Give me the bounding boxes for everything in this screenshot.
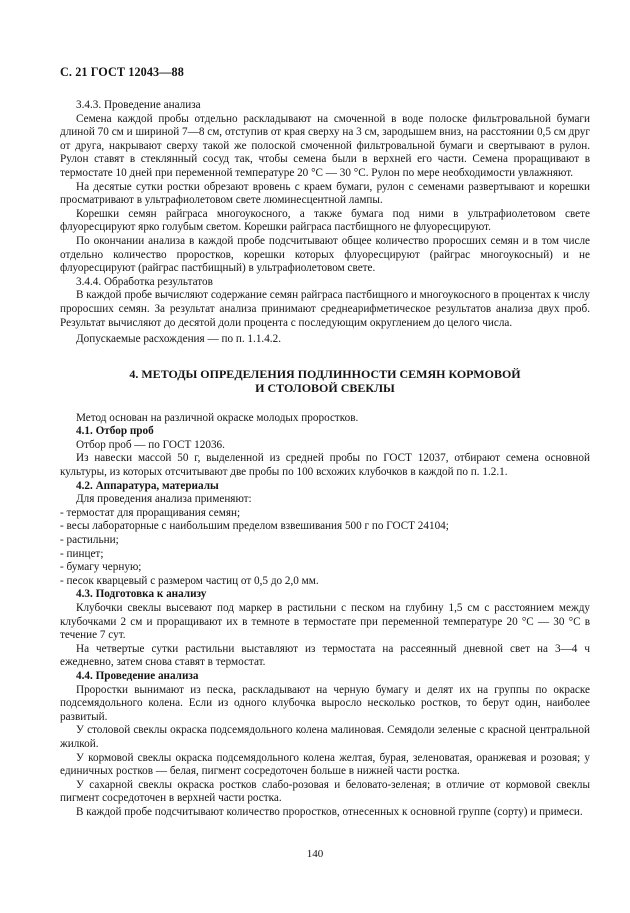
list-item: - весы лабораторные с наибольшим пределом взвешивания 500 г по ГОСТ 24104;	[60, 520, 449, 533]
subsection-title-3-4-4: 3.4.4. Обработка результатов	[76, 275, 213, 288]
paragraph: Корешки семян райграса многоукосного, а также бумага под ними в ультрафиолетовом свете флуоресцируют ярко голубым светом. Корешки райграса пастбищного не флуоресцируют.	[60, 207, 590, 234]
paragraph: Семена каждой пробы отдельно раскладывают на смоченной в воде полоске фильтровальной бумаги длиной 70 см и шириной 7—8 см, отступив от края сверху на 3 см, зародышем вниз, на расстоянии 0,5 см друг от друга, накрывают сверху такой же полоской смоченной фильтровальной бумаги и свертывают в рулон. Рулон ставят в стеклянный сосуд так, чтобы семена были в верхней его части. Семена проращивают в термостате 10 дней при переменной температуре 20 °С — 30 °С. Рулон по мере необходимости увлажняют.	[60, 112, 590, 179]
paragraph: У сахарной свеклы окраска ростков слабо-розовая и беловато-зеленая; в отличие от кормовой свеклы пигмент сосредоточен в верхней части ростка.	[60, 778, 590, 805]
paragraph: Допускаемые расхождения — по п. 1.1.4.2.	[76, 333, 281, 346]
subsection-title-4-2: 4.2. Аппаратура, материалы	[76, 479, 219, 492]
section-title-line: И СТОЛОВОЙ СВЕКЛЫ	[255, 380, 395, 395]
paragraph: У кормовой свеклы окраска подсемядольного колена желтая, бурая, зеленоватая, оранжевая и розовая; у единичных ростков — белая, пигмент сосредоточен больше в нижней части ростка.	[60, 751, 590, 778]
list-item: - бумагу черную;	[60, 561, 142, 574]
subsection-title-4-3: 4.3. Подготовка к анализу	[76, 588, 207, 601]
paragraph: Для проведения анализа применяют:	[76, 493, 252, 506]
subsection-title-4-1: 4.1. Отбор проб	[76, 425, 154, 438]
document-body	[60, 99, 590, 820]
paragraph: На десятые сутки ростки обрезают вровень с краем бумаги, рулон с семенами развертывают и корешки просматривают в ультрафиолетовом свете люминесцентной лампы.	[60, 180, 590, 207]
page-number: 140	[306, 848, 324, 860]
section-title-4	[60, 367, 590, 395]
paragraph: В каждой пробе вычисляют содержание семян райграса пастбищного и многоукосного в процентах к числу проросших семян. За результат анализа принимают среднеарифметическое результатов анализа двух проб. Результат вычисляют до десятой доли процента с последующим округлением до целого числа.	[60, 289, 590, 329]
list-item: - растильни;	[60, 534, 119, 547]
paragraph: Клубочки свеклы высевают под маркер в растильни с песком на глубину 1,5 см с расстоянием между клубочками 2 см и проращивают их в темноте в термостате при переменной температуре 20 °С — 30 °С в течение 7 сут.	[60, 602, 590, 642]
paragraph: В каждой пробе подсчитывают количество проростков, отнесенных к основной группе (сорту) и примеси.	[76, 805, 583, 818]
list-item: - пинцет;	[60, 547, 104, 560]
page-header: С. 21 ГОСТ 12043—88	[60, 65, 184, 79]
paragraph: Отбор проб — по ГОСТ 12036.	[76, 438, 225, 451]
list-item: - песок кварцевый с размером частиц от 0,5 до 2,0 мм.	[60, 574, 319, 587]
paragraph: Метод основан на различной окраске молодых проростков.	[76, 411, 359, 424]
paragraph: На четвертые сутки растильни выставляют из термостата на рассеянный дневной свет на 3—4 ч ежедневно, затем снова ставят в термостат.	[60, 642, 590, 669]
paragraph: Из навески массой 50 г, выделенной из средней пробы по ГОСТ 12037, отбирают семена основной культуры, из которых отсчитывают две пробы по 100 всхожих клубочков в каждой по п. 1.2.1.	[60, 452, 590, 479]
list-item: - термостат для проращивания семян;	[60, 506, 241, 519]
subsection-title-4-4: 4.4. Проведение анализа	[76, 669, 199, 682]
paragraph: У столовой свеклы окраска подсемядольного колена малиновая. Семядоли зеленые с красной центральной жилкой.	[60, 724, 590, 750]
paragraph: По окончании анализа в каждой пробе подсчитывают общее количество проросших семян и в том числе отдельно количество проростков, корешки которых флуоресцируют (райграс многоукосный) и не флуоресцируют (райграс пастбищный) в ультрафиолетовом свете.	[60, 234, 590, 275]
section-title-line: 4. МЕТОДЫ ОПРЕДЕЛЕНИЯ ПОДЛИННОСТИ СЕМЯН КОРМОВОЙ	[129, 366, 521, 381]
subsection-title-3-4-3: 3.4.3. Проведение анализа	[76, 99, 201, 111]
paragraph: Проростки вынимают из песка, раскладывают на черную бумагу и делят их на группы по окраске подсемядольного колена. Если из одного клубочка выросло несколько ростков, то берут один, наиболее развитый.	[60, 683, 590, 723]
